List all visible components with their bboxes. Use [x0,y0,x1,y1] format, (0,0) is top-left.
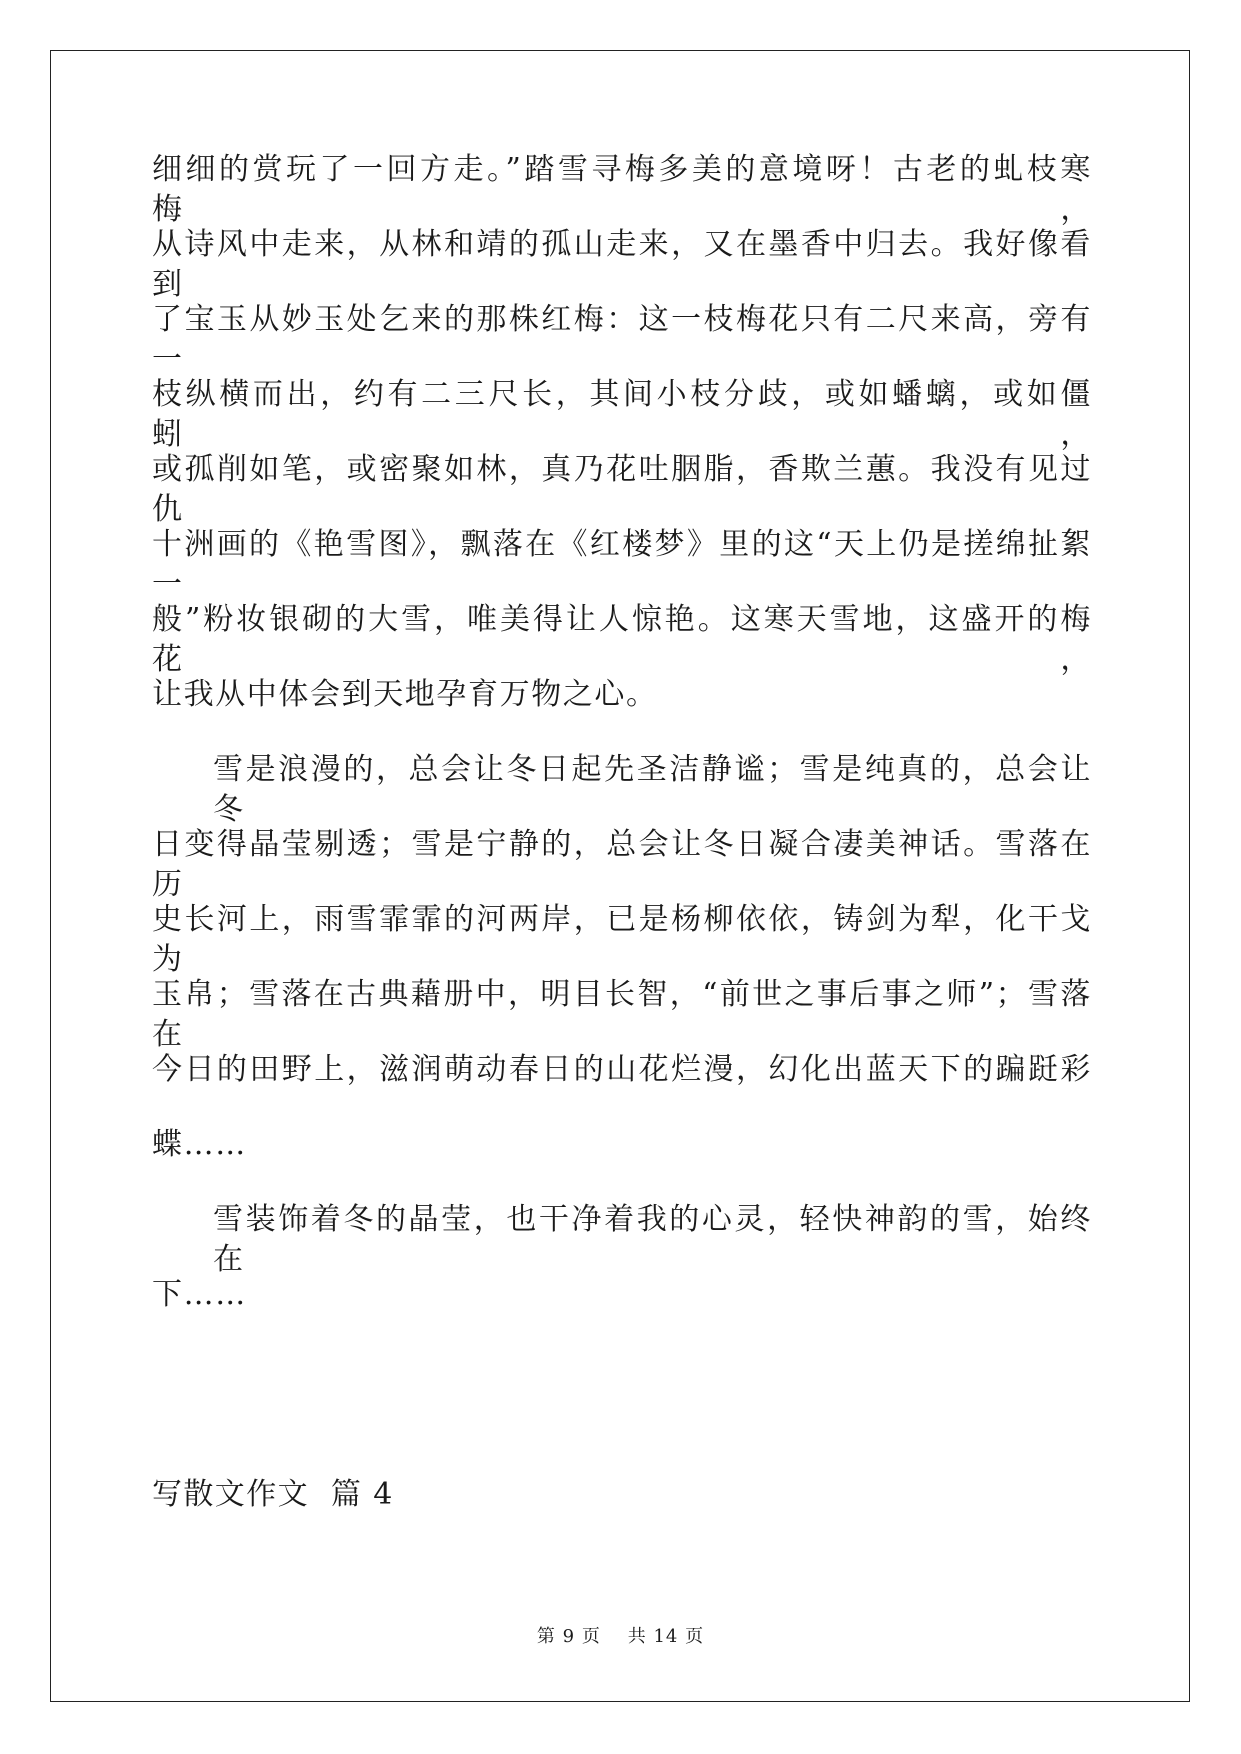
page-footer [0,1625,1241,1649]
text-line: 雪装饰着冬的晶莹，也干净着我的心灵，轻快神韵的雪，始终在 [213,1202,1092,1277]
text-line: 今日的田野上，滋润萌动春日的山花烂漫，幻化出蓝天下的蹁跹彩 [152,1052,1092,1087]
text-line: 枝纵横而出，约有二三尺长，其间小枝分歧，或如蟠螭，或如僵蚓， [152,377,1092,452]
page-total: 共 14 页 [627,1626,705,1647]
page-border [50,50,1190,1702]
text-line: 雪是浪漫的，总会让冬日起先圣洁静谧；雪是纯真的，总会让冬 [213,752,1092,827]
text-line: 下…… [152,1277,247,1312]
text-line: 玉帛；雪落在古典藉册中，明目长智，“前世之事后事之师”；雪落在 [152,977,1092,1052]
section-heading: 写散文作文 篇 4 [152,1477,394,1512]
text-line: 十洲画的《艳雪图》，飘落在《红楼梦》里的这“天上仍是搓绵扯絮一 [152,527,1092,602]
text-line: 或孤削如笔，或密聚如林，真乃花吐胭脂，香欺兰蕙。我没有见过仇 [152,452,1092,527]
page-number: 第 9 页 [536,1626,601,1647]
text-line: 了宝玉从妙玉处乞来的那株红梅：这一枝梅花只有二尺来高，旁有一 [152,302,1092,377]
text-line: 史长河上，雨雪霏霏的河两岸，已是杨柳依依，铸剑为犁，化干戈为 [152,902,1092,977]
text-line: 蝶…… [152,1127,247,1162]
text-line: 让我从中体会到天地孕育万物之心。 [152,677,658,712]
text-line: 从诗风中走来，从林和靖的孤山走来，又在墨香中归去。我好像看到 [152,227,1092,302]
text-line: 日变得晶莹剔透；雪是宁静的，总会让冬日凝合凄美神话。雪落在历 [152,827,1092,902]
text-line: 般”粉妆银砌的大雪，唯美得让人惊艳。这寒天雪地，这盛开的梅花， [152,602,1092,677]
text-line: 细细的赏玩了一回方走。”踏雪寻梅多美的意境呀！古老的虬枝寒梅， [152,152,1092,227]
